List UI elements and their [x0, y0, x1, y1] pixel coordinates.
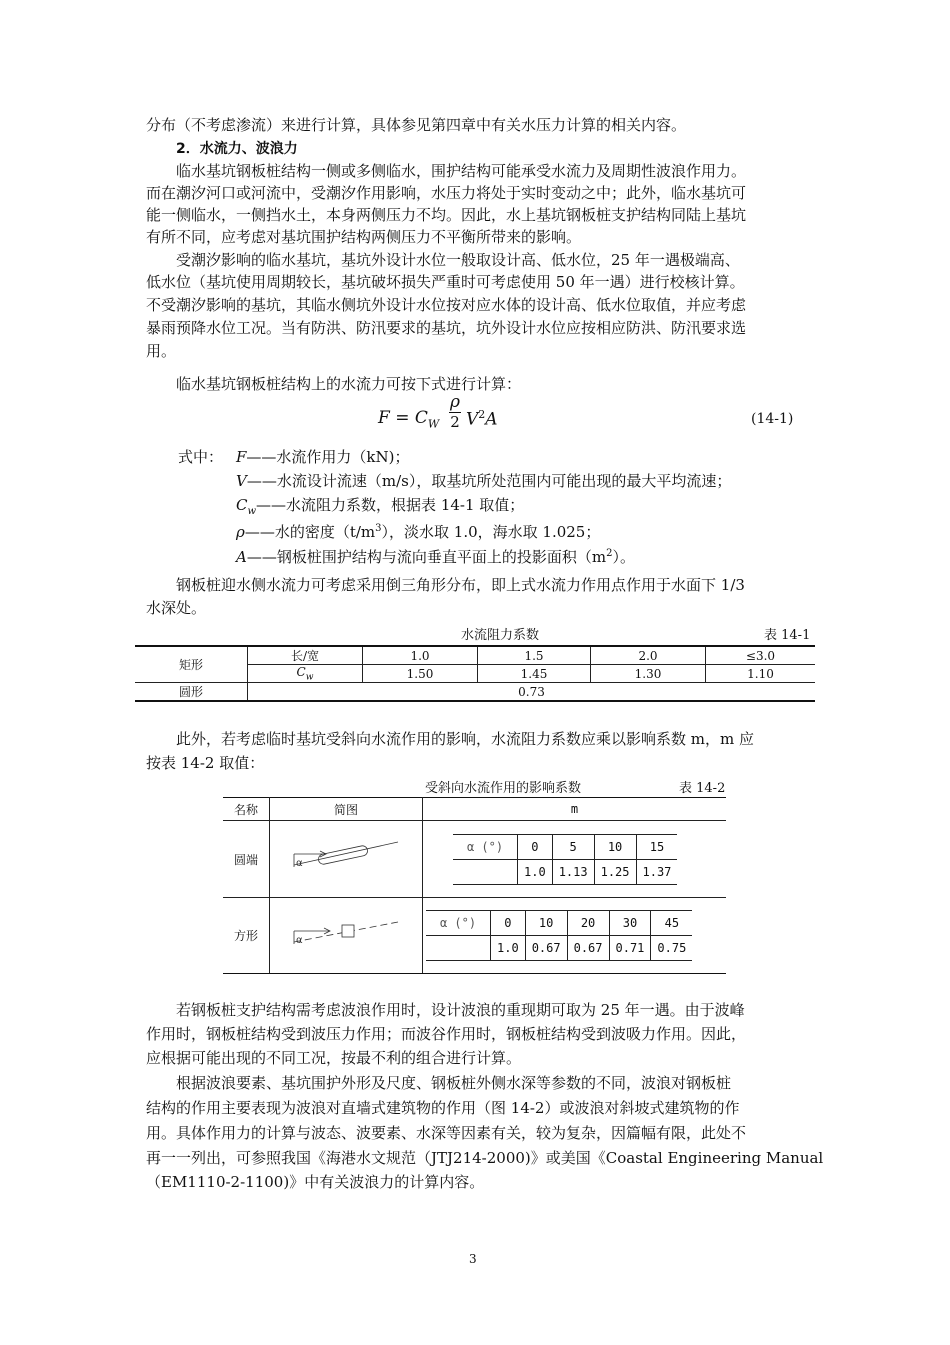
- table1-cell: 1.50: [363, 665, 478, 683]
- table2-header: 简图: [270, 798, 423, 821]
- m-subtable-round: α (°) 0 5 10 15 1.0 1.13 1.25 1.37: [453, 834, 677, 885]
- table-14-1: [135, 645, 815, 702]
- formula-rhs-tail: A: [485, 409, 498, 430]
- paragraph-line: 受潮汐影响的临水基坑，基坑外设计水位一般取设计高、低水位，25 年一遇极端高、: [176, 251, 740, 269]
- table1-cell: 1.45: [478, 665, 591, 683]
- paragraph-line: 而在潮汐河口或河流中，受潮汐作用影响，水压力将处于实时变动之中；此外，临水基坑可: [146, 184, 747, 202]
- paragraph-line: 有所不同，应考虑对基坑围护结构两侧压力不平衡所带来的影响。: [146, 228, 582, 246]
- paragraph-line: 分布（不考虑渗流）来进行计算，具体参见第四章中有关水压力计算的相关内容。: [146, 116, 687, 134]
- sketch-alpha-label: α: [296, 934, 303, 946]
- table2-row-label: 方形: [223, 898, 270, 974]
- var-def-A: A——钢板桩围护结构与流向垂直平面上的投影面积$(m^2)$。: [236, 548, 635, 566]
- table2-m-cell: [423, 821, 727, 898]
- paragraph-line: 应根据可能出现的不同工况，按最不利的组合进行计算。: [146, 1049, 522, 1067]
- page-number: 3: [469, 1252, 477, 1266]
- table2-m-cell: [423, 898, 727, 974]
- formula-rhs-sup: 2: [478, 408, 486, 421]
- table2-header: 名称: [223, 798, 270, 821]
- paragraph-line: 作用时，钢板桩结构受到波压力作用；而波谷作用时，钢板桩结构受到波吸力作用。因此，: [146, 1025, 747, 1043]
- formula-lhs: F = C: [378, 408, 428, 428]
- table1-number: 表 14-1: [764, 628, 811, 643]
- formula-numerator: ρ: [450, 392, 460, 412]
- paragraph-line: 用。具体作用力的计算与波态、波要素、水深等因素有关，较为复杂，因篇幅有限，此处不: [146, 1124, 747, 1142]
- equation-number: (14-1): [751, 411, 794, 427]
- var-def-F: F——水流作用力（kN)；: [236, 448, 410, 466]
- formula-rhs: V: [466, 409, 479, 430]
- paragraph-line: 钢板桩迎水侧水流力可考虑采用倒三角形分布，即上式水流力作用点作用于水面下 1/3: [176, 576, 745, 594]
- var-def-V: V——水流设计流速（m/s），取基坑所处范围内可能出现的最大平均流速；: [236, 472, 732, 490]
- table2-row-label: 圆端: [223, 821, 270, 898]
- table2-number: 表 14-2: [679, 781, 726, 796]
- table1-cell: 0.73: [248, 683, 816, 702]
- table1-header-cell: 长/宽: [248, 646, 363, 665]
- paragraph-line: 水深处。: [146, 599, 207, 617]
- formula-fraction: [448, 392, 462, 431]
- table1-cell: 1.30: [591, 665, 706, 683]
- paragraph-line: 根据波浪要素、基坑围护外形及尺度、钢板桩外侧水深等参数的不同，波浪对钢板桩: [176, 1074, 732, 1092]
- table2-header: m: [423, 798, 727, 821]
- paragraph-line: 低水位（基坑使用周期较长，基坑破坏损失严重时可考虑使用 50 年一遇）进行校核计算。: [146, 273, 745, 291]
- table1-row-label: 矩形: [135, 646, 248, 683]
- var-def-Cw: $C_w——$水流阻力系数，根据表 14-1 取值；: [236, 496, 525, 517]
- table1-cell: ≤3.0: [706, 646, 816, 665]
- paragraph-line: 若钢板桩支护结构需考虑波浪作用时，设计波浪的重现期可取为 25 年一遇。由于波峰: [176, 1001, 745, 1019]
- table1-cell: 1.5: [478, 646, 591, 665]
- round-end-sketch: [270, 821, 423, 898]
- formula-denominator: 2: [450, 413, 460, 431]
- section-heading: 2．水流力、波浪力: [176, 141, 298, 157]
- formula-lhs-sub: W: [427, 417, 440, 431]
- paragraph-line: 结构的作用主要表现为波浪对直墙式建筑物的作用（图 14-2）或波浪对斜坡式建筑物的作: [146, 1099, 740, 1117]
- table1-cell: 2.0: [591, 646, 706, 665]
- paragraph-line: 此外，若考虑临时基坑受斜向水流作用的影响，水流阻力系数应乘以影响系数 m，m 应: [176, 730, 754, 748]
- paragraph-line: 按表 14-2 取值：: [146, 754, 265, 772]
- paragraph-line: 不受潮汐影响的基坑，其临水侧坑外设计水位按对应水体的设计高、低水位取值，并应考虑: [146, 296, 747, 314]
- table1-row-label: 圆形: [135, 683, 248, 702]
- table-14-2: [223, 797, 726, 974]
- paragraph-line: 暴雨预降水位工况。当有防洪、防汛要求的基坑，坑外设计水位应按相应防洪、防汛要求选: [146, 319, 747, 337]
- m-subtable-square: α (°) 0 10 20 30 45 1.0 0.67 0.67 0.71 0.75: [426, 910, 692, 961]
- paragraph-line: （EM1110-2-1100)》中有关波浪力的计算内容。: [146, 1173, 485, 1191]
- table2-title: 受斜向水流作用的影响系数: [425, 781, 582, 796]
- table1-cell: 1.0: [363, 646, 478, 665]
- paragraph-line: 临水基坑钢板桩结构上的水流力可按下式进行计算：: [176, 375, 522, 393]
- paragraph-line: 用。: [146, 342, 177, 360]
- table1-cell: 1.10: [706, 665, 816, 683]
- var-def-rho: ρ——水的密度$(t/m^3)$，淡水取 1.0，海水取 1.025；: [236, 523, 601, 541]
- paragraph-line: 临水基坑钢板桩结构一侧或多侧临水，围护结构可能承受水流力及周期性波浪作用力。: [176, 162, 747, 180]
- square-sketch: [270, 898, 423, 974]
- sketch-alpha-label: α: [296, 858, 303, 869]
- where-label: 式中：: [178, 448, 224, 466]
- table1-header-cell: $C_w$: [248, 665, 363, 683]
- paragraph-line: 再一一列出，可参照我国《海港水文规范（JTJ214-2000)》或美国《Coastal Engineering Manual: [146, 1149, 824, 1167]
- paragraph-line: 能一侧临水，一侧挡水土，本身两侧压力不均。因此，水上基坑钢板桩支护结构同陆上基坑: [146, 206, 747, 224]
- table1-title: 水流阻力系数: [461, 628, 540, 643]
